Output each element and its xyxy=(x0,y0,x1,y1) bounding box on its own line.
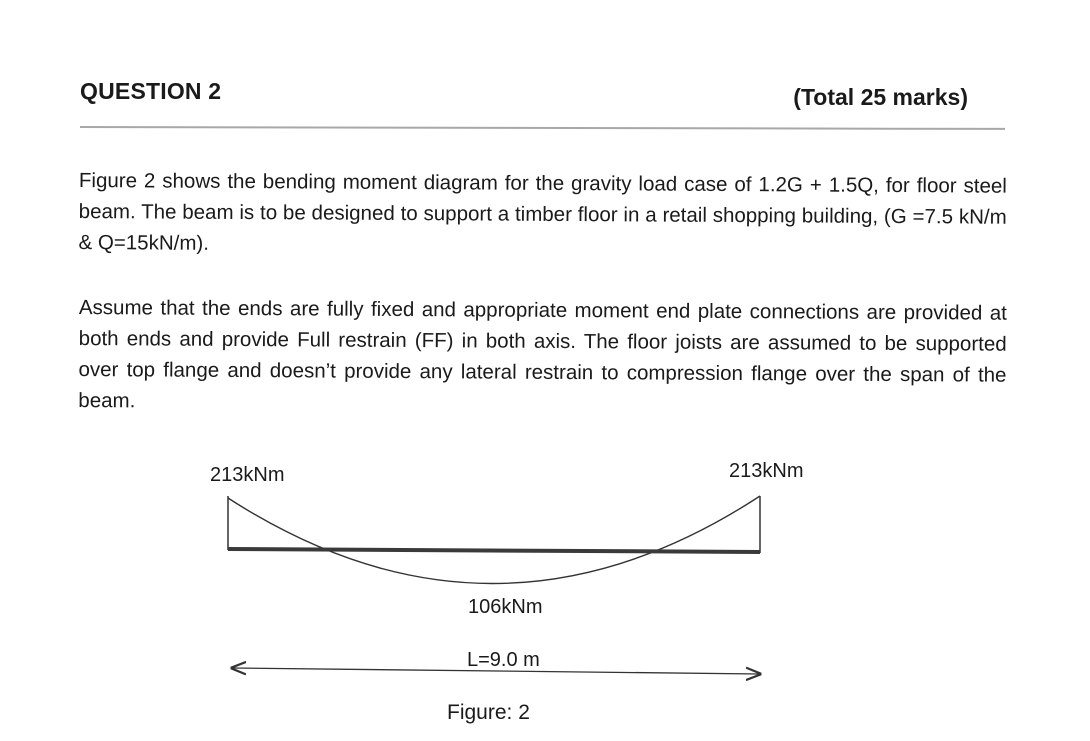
question-paragraph-2: Assume that the ends are fully fixed and appropriate moment end plate connections are provided at both ends and provide Full restrain (FF) in both axis. The floor joists are assumed to be supported over top flange and doesn’t provide any lateral restrain to compression flange over the span of the beam. xyxy=(78,295,1007,413)
right-moment-label: 213kNm xyxy=(729,460,804,482)
midspan-moment-label: 106kNm xyxy=(468,596,543,618)
bending-moment-curve xyxy=(228,496,760,584)
total-marks: (Total 25 marks) xyxy=(793,84,968,110)
figure-caption: Figure: 2 xyxy=(447,701,530,724)
beam-axis-line xyxy=(228,549,760,552)
question-title: QUESTION 2 xyxy=(80,78,222,104)
left-moment-label: 213kNm xyxy=(210,464,285,486)
question-paragraph-1: Figure 2 shows the bending moment diagram for the gravity load case of 1.2G + 1.5Q, for floor steel beam. The beam is to be designed to support a timber floor in a retail shopping building, (G =7.5 kN/m & Q=15kN/m). xyxy=(78,168,1007,255)
span-length-label: L=9.0 m xyxy=(467,649,540,671)
